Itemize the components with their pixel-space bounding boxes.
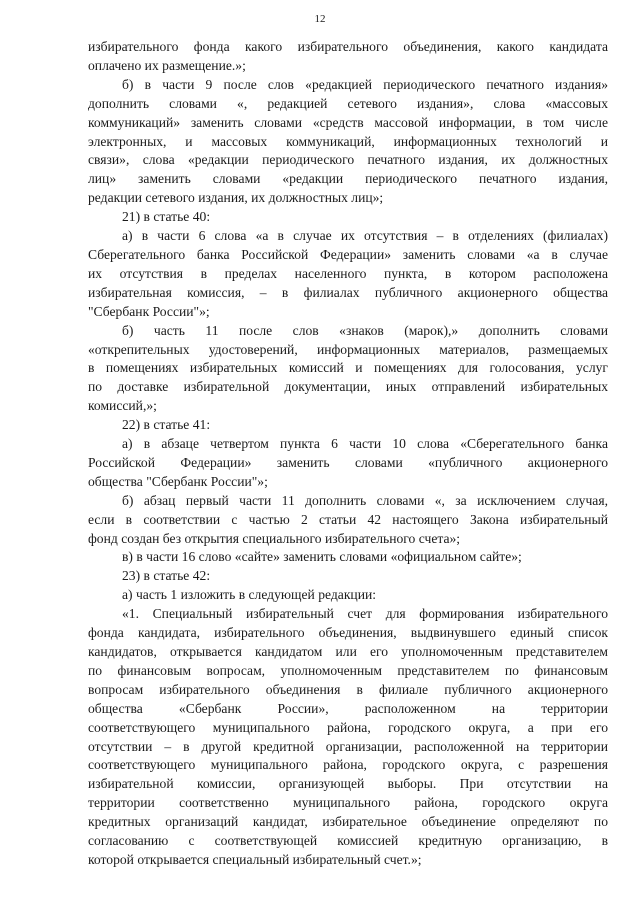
page-number: 12 — [314, 13, 326, 25]
text-line: «открепительных удостоверений, информационных материалов, размещаемых — [88, 341, 608, 357]
text-line: 22) в статье 41: — [122, 417, 211, 433]
text-line: в помещениях избирательных комиссий и помещениях для голосования, услуг — [88, 360, 608, 376]
text-line: б) абзац первый части 11 дополнить словами «, за исключением случая, — [122, 492, 608, 508]
text-line: территории соответственно муниципального района, городского округа — [88, 795, 608, 811]
text-line: вопросам избирательного объединения в филиале публичного акционерного — [88, 681, 608, 697]
text-line: если в соответствии с частью 2 статьи 42 настоящего Закона избирательный — [88, 511, 608, 527]
text-line: по доставке избирательной документации, иных отправлений избирательных — [88, 379, 608, 395]
text-line: комиссий,»; — [88, 398, 157, 414]
text-line: кредитных организаций кандидат, избирательное объединение определяют по — [88, 814, 608, 830]
text-line: соответствующего муниципального района, городского округа, а при его — [88, 719, 608, 735]
text-line: оплачено их размещение.»; — [88, 57, 246, 73]
text-line: лиц» заменить словами «редакции периодического печатного издания, — [88, 171, 608, 187]
text-line: Российской Федерации» заменить словами «публичного акционерного — [88, 454, 608, 470]
text-line: общества «Сбербанк России», расположенном на территории — [88, 700, 608, 716]
text-line: фонда кандидата, избирательного объединения, выдвинувшего единый список — [88, 625, 608, 641]
text-line: в) в части 16 слово «сайте» заменить словами «официальном сайте»; — [122, 549, 522, 565]
text-line: фонд создан без открытия специального избирательного счета»; — [88, 530, 461, 546]
text-line: связи», слова «редакции периодического печатного издания, их должностных — [88, 152, 608, 168]
text-line: а) часть 1 изложить в следующей редакции: — [122, 587, 377, 603]
text-line: б) часть 11 после слов «знаков (марок),» дополнить словами — [122, 322, 608, 338]
text-line: 21) в статье 40: — [122, 209, 211, 225]
text-line: их отсутствия в пределах населенного пункта, в котором расположена — [88, 265, 608, 281]
text-line: по финансовым вопросам, уполномоченным представителем по финансовым — [88, 662, 608, 678]
text-line: Сберегательного банка Российской Федерации» заменить словами «а в случае — [88, 246, 608, 262]
document-body — [88, 38, 608, 870]
text-line: избирательного фонда какого избирательного объединения, какого кандидата — [88, 39, 608, 54]
text-line: электронных, и массовых коммуникаций, информационных технологий и — [88, 133, 608, 149]
text-line: а) в абзаце четвертом пункта 6 части 10 слова «Сберегательного банка — [122, 436, 608, 452]
text-line: коммуникаций» заменить словами «средств массовой информации, в том числе — [88, 114, 608, 130]
text-line: «1. Специальный избирательный счет для формирования избирательного — [122, 606, 608, 622]
text-line: общества "Сбербанк России"»; — [88, 473, 268, 489]
text-line: "Сбербанк России"»; — [88, 303, 210, 319]
text-line: редакции сетевого издания, их должностных лиц»; — [88, 190, 384, 206]
text-line: 23) в статье 42: — [122, 568, 211, 584]
text-line: а) в части 6 слова «а в случае их отсутствия – в отделениях (филиалах) — [122, 228, 608, 244]
text-line: дополнить словами «, редакцией сетевого издания», слова «массовых — [88, 95, 608, 111]
text-line: избирательная комиссия, – в филиалах публичного акционерного общества — [88, 284, 608, 300]
text-line: б) в части 9 после слов «редакцией периодического печатного издания» — [122, 76, 608, 92]
text-line: избирательной комиссии, организующей выборы. При отсутствии на — [88, 776, 608, 792]
text-line: отсутствии – в другой кредитной организации, расположенной на территории — [88, 738, 608, 754]
text-line: которой открывается специальный избирательный счет.»; — [88, 851, 422, 867]
text-line: согласованию с соответствующей комиссией кредитную организацию, в — [88, 833, 608, 849]
text-line: соответствующего муниципального района, городского округа, с разрешения — [88, 757, 608, 773]
text-line: кандидатов, открывается кандидатом или его уполномоченным представителем — [88, 644, 608, 659]
